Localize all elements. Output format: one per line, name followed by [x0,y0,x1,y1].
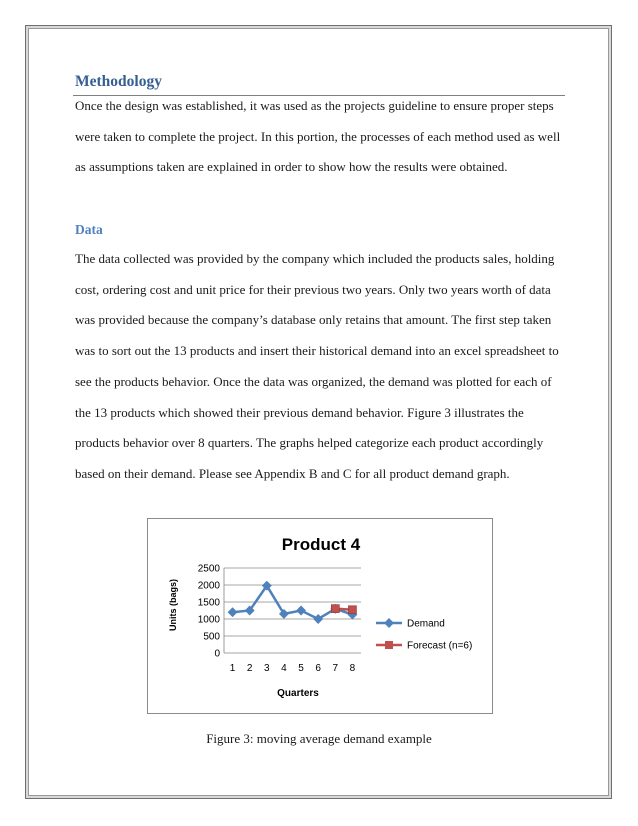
y-tick-label: 1000 [197,614,220,626]
x-tick-label: 7 [332,663,339,674]
y-tick-label: 2000 [197,580,220,592]
chart-frame [147,518,493,714]
x-tick-label: 1 [229,663,236,674]
y-tick-label: 1500 [197,597,220,609]
x-tick-label: 2 [246,663,253,674]
x-tick-label: 3 [264,663,270,674]
y-tick-label: 500 [203,631,220,643]
legend-label: Forecast (n=6) [407,640,473,652]
forecast-point [348,606,356,614]
legend-marker-forecast [385,641,393,649]
x-tick-label: 4 [281,663,287,674]
subsection-heading: Data [75,222,103,237]
x-tick-label: 8 [349,663,356,674]
section-heading: Methodology [75,73,162,90]
y-tick-label: 0 [214,648,220,660]
demand-point [296,606,306,616]
chart-title: Product 4 [281,535,361,554]
section-paragraph: Once the design was established, it was used as the projects guideline to ensure proper steps were taken to complete the project. In this portion, the processes of each method used as well as assumptions taken are explained in order to show how the results were obtained. [75,98,561,175]
demand-point [228,607,238,617]
demand-chart [148,519,494,715]
legend-marker-demand [384,618,394,628]
x-tick-label: 6 [315,663,321,674]
legend-label: Demand [407,618,445,630]
x-axis-label: Quarters [277,688,319,699]
forecast-point [331,605,339,613]
x-tick-label: 5 [298,663,304,674]
y-tick-label: 2500 [197,563,220,575]
figure-caption: Figure 3: moving average demand example [206,731,432,746]
subsection-paragraph: The data collected was provided by the company which included the products sales, holding cost, ordering cost and unit price for their previous two years. Only two years worth of data was provided because the company’s database only retains that amount. The first step taken was to sort out the 13 products and insert their historical demand into an excel spreadsheet to see the products behavior. Once the data was organized, the demand was plotted for each of the 13 products which showed their previous demand behavior. Figure 3 illustrates the products behavior over 8 quarters. The graphs helped categorize each product accordingly based on their demand. Please see Appendix B and C for all product demand graph. [75,251,559,481]
y-axis-label: Units (bags) [168,578,178,632]
